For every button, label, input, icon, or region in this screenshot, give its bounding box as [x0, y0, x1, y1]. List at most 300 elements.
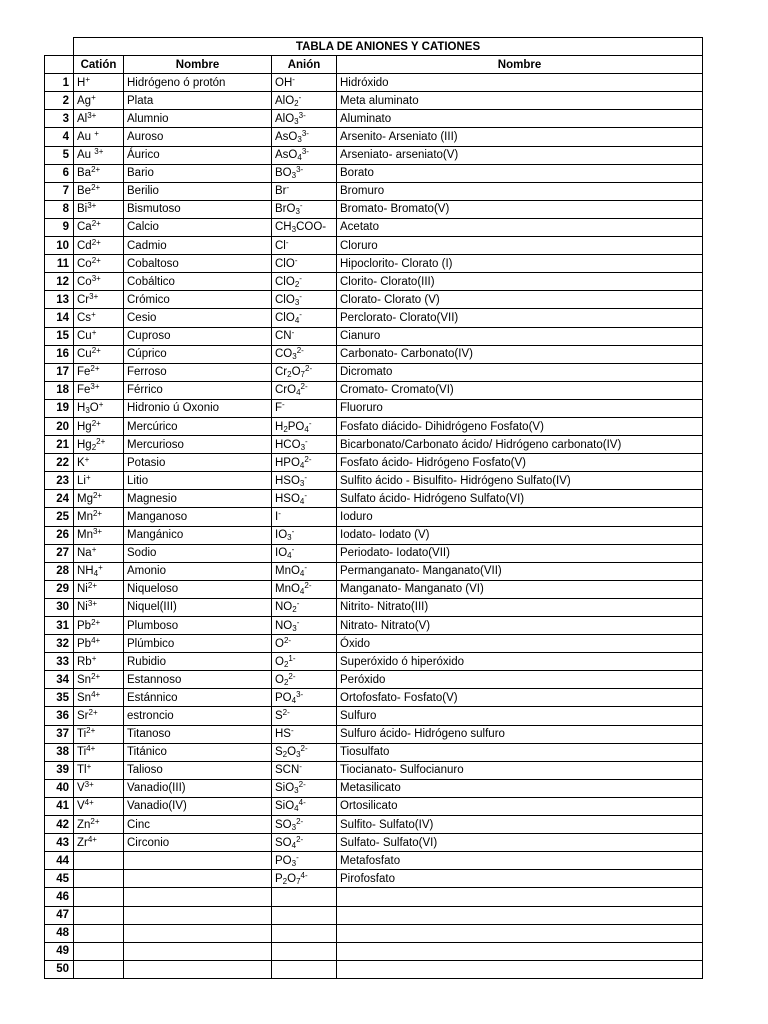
anion-name: Borato [337, 164, 703, 182]
row-number: 11 [45, 255, 74, 273]
cation-name: Vanadio(IV) [124, 797, 272, 815]
anion-formula: $O_2^{1-}$ [272, 653, 337, 671]
anion-formula: HS- [272, 725, 337, 743]
cation-name: Hidronio ú Oxonio [124, 399, 272, 417]
cation-name: Talioso [124, 761, 272, 779]
cation-formula: $Ba^{2+}$ [74, 164, 124, 182]
cation-name: Calcio [124, 218, 272, 236]
anion-formula [272, 906, 337, 924]
row-number: 23 [45, 472, 74, 490]
cation-formula: $Fe^{3+}$ [74, 381, 124, 399]
anion-formula: OH- [272, 74, 337, 92]
cation-formula: $Mg^{2+}$ [74, 490, 124, 508]
cation-formula: $Ca^{2+}$ [74, 218, 124, 236]
cation-name: Litio [124, 472, 272, 490]
anion-name: Fluoruro [337, 399, 703, 417]
table-row [45, 870, 703, 888]
table-row [45, 653, 703, 671]
table-row [45, 797, 703, 815]
row-number: 49 [45, 942, 74, 960]
cation-name: Ferroso [124, 363, 272, 381]
row-number: 13 [45, 291, 74, 309]
table-row [45, 852, 703, 870]
anion-formula: SCN- [272, 761, 337, 779]
cation-formula: $Zr^{4+}$ [74, 834, 124, 852]
cation-name: Cuproso [124, 327, 272, 345]
row-number: 47 [45, 906, 74, 924]
table-row [45, 182, 703, 200]
anion-name: Periodato- Iodato(VII) [337, 544, 703, 562]
cation-formula: $Mn^{2+}$ [74, 508, 124, 526]
anion-formula: $PO_3^-$ [272, 852, 337, 870]
anion-formula: SiO$_4^{4-}$ [272, 797, 337, 815]
cation-name: Niqueloso [124, 580, 272, 598]
table-row [45, 598, 703, 616]
anion-name: Metafosfato [337, 852, 703, 870]
row-number: 19 [45, 399, 74, 417]
anion-formula: $O_2^{2-}$ [272, 671, 337, 689]
cation-formula: $Zn^{2+}$ [74, 816, 124, 834]
corner-cell [45, 38, 74, 56]
table-row [45, 580, 703, 598]
row-number: 3 [45, 110, 74, 128]
table-row [45, 906, 703, 924]
cation-formula: $Mn^{3+}$ [74, 526, 124, 544]
table-row [45, 508, 703, 526]
anion-name: Peróxido [337, 671, 703, 689]
header-index [45, 56, 74, 74]
table-row [45, 761, 703, 779]
row-number: 4 [45, 128, 74, 146]
row-number: 39 [45, 761, 74, 779]
anion-name: Ortofosfato- Fosfato(V) [337, 689, 703, 707]
cation-formula: Rb+ [74, 653, 124, 671]
row-number: 24 [45, 490, 74, 508]
cation-formula [74, 942, 124, 960]
row-number: 22 [45, 454, 74, 472]
anion-name: Clorato- Clorato (V) [337, 291, 703, 309]
cation-formula: Na+ [74, 544, 124, 562]
anion-name: Óxido [337, 635, 703, 653]
row-number: 6 [45, 164, 74, 182]
anion-name: Cloruro [337, 237, 703, 255]
anion-formula: BrO$_3$- [272, 200, 337, 218]
anion-name: Arseniato- arseniato(V) [337, 146, 703, 164]
table-row [45, 74, 703, 92]
cation-formula [74, 870, 124, 888]
anion-formula: MnO$_4$- [272, 562, 337, 580]
table-row [45, 363, 703, 381]
row-number: 8 [45, 200, 74, 218]
anion-formula: MnO$_4^{2-}$ [272, 580, 337, 598]
anion-name: Cromato- Cromato(VI) [337, 381, 703, 399]
anion-name: Aluminato [337, 110, 703, 128]
row-number: 42 [45, 816, 74, 834]
anion-formula: $P_2O_7^{4-}$ [272, 870, 337, 888]
cation-name: Rubidio [124, 653, 272, 671]
anion-formula: $S^{2-}$ [272, 707, 337, 725]
table-row [45, 472, 703, 490]
row-number: 28 [45, 562, 74, 580]
anion-name: Cianuro [337, 327, 703, 345]
cation-name [124, 942, 272, 960]
cation-formula: H+ [74, 74, 124, 92]
row-number: 1 [45, 74, 74, 92]
table-row [45, 417, 703, 435]
table-row [45, 454, 703, 472]
cation-formula: Cs+ [74, 309, 124, 327]
header-anion: Anión [272, 56, 337, 74]
anion-name: Ortosilicato [337, 797, 703, 815]
table-row [45, 436, 703, 454]
anion-formula [272, 924, 337, 942]
anion-formula [272, 942, 337, 960]
cation-name: Bario [124, 164, 272, 182]
header-cation: Catión [74, 56, 124, 74]
row-number: 7 [45, 182, 74, 200]
table-body [45, 74, 703, 979]
row-number: 41 [45, 797, 74, 815]
table-row [45, 309, 703, 327]
cation-name: Crómico [124, 291, 272, 309]
anion-name: Fosfato diácido- Dihidrógeno Fosfato(V) [337, 417, 703, 435]
anion-name: Ioduro [337, 508, 703, 526]
table-row [45, 92, 703, 110]
anion-formula: $SO_3^{2-}$ [272, 816, 337, 834]
anion-name: Hipoclorito- Clorato (I) [337, 255, 703, 273]
anion-formula: Br- [272, 182, 337, 200]
anion-formula: AsO$_4^{3-}$ [272, 146, 337, 164]
anion-name: Manganato- Manganato (VI) [337, 580, 703, 598]
anion-formula [272, 888, 337, 906]
anion-formula: CrO$_4^{2-}$ [272, 381, 337, 399]
cation-name: Plúmbico [124, 635, 272, 653]
cation-name: Magnesio [124, 490, 272, 508]
row-number: 36 [45, 707, 74, 725]
table-row [45, 544, 703, 562]
cation-formula: $Cr^{3+}$ [74, 291, 124, 309]
anion-name: Tiosulfato [337, 743, 703, 761]
anion-formula: $HSO_3^-$ [272, 472, 337, 490]
anion-formula: SiO$_3^{2-}$ [272, 779, 337, 797]
cation-name [124, 852, 272, 870]
anion-formula: $IO_4^-$ [272, 544, 337, 562]
table-row [45, 237, 703, 255]
anion-name: Pirofosfato [337, 870, 703, 888]
anion-name [337, 906, 703, 924]
cation-formula: $Co^{2+}$ [74, 255, 124, 273]
row-number: 45 [45, 870, 74, 888]
table-row [45, 218, 703, 236]
cation-formula: $Ni^{3+}$ [74, 598, 124, 616]
cation-formula [74, 888, 124, 906]
row-number: 14 [45, 309, 74, 327]
anion-formula: $NO_2^-$ [272, 598, 337, 616]
cation-name: Mercúrico [124, 417, 272, 435]
anion-name: Nitrato- Nitrato(V) [337, 617, 703, 635]
cation-name: Sodio [124, 544, 272, 562]
anion-formula: F- [272, 399, 337, 417]
anion-formula: AlO$_2$- [272, 92, 337, 110]
row-number: 46 [45, 888, 74, 906]
row-number: 34 [45, 671, 74, 689]
anion-formula: $HSO_4^-$ [272, 490, 337, 508]
table-row [45, 110, 703, 128]
cation-name: Berilio [124, 182, 272, 200]
anion-formula: $O^{2-}$ [272, 635, 337, 653]
cation-formula [74, 906, 124, 924]
anion-formula: ClO$_3$- [272, 291, 337, 309]
cation-formula: $Ni^{2+}$ [74, 580, 124, 598]
cation-formula: $Al^{3+}$ [74, 110, 124, 128]
cation-formula: $H_3O^+$ [74, 399, 124, 417]
table-row [45, 128, 703, 146]
cation-formula [74, 852, 124, 870]
cation-formula: Au $^{3+}$ [74, 146, 124, 164]
table-row [45, 617, 703, 635]
table-row [45, 725, 703, 743]
anion-formula: AsO$_3^{3-}$ [272, 128, 337, 146]
anion-name [337, 924, 703, 942]
row-number: 40 [45, 779, 74, 797]
anion-name: Bromato- Bromato(V) [337, 200, 703, 218]
cation-name [124, 906, 272, 924]
cation-formula: $V^{3+}$ [74, 779, 124, 797]
anion-name: Sulfito- Sulfato(IV) [337, 816, 703, 834]
cation-name: Auroso [124, 128, 272, 146]
cation-formula: $Hg_2^{2+}$ [74, 436, 124, 454]
table-row [45, 888, 703, 906]
row-number: 35 [45, 689, 74, 707]
row-number: 20 [45, 417, 74, 435]
anion-name: Iodato- Iodato (V) [337, 526, 703, 544]
table-row [45, 345, 703, 363]
anion-name: Sulfuro ácido- Hidrógeno sulfuro [337, 725, 703, 743]
ions-table [44, 37, 703, 979]
table-row [45, 671, 703, 689]
cation-formula: Ag+ [74, 92, 124, 110]
cation-formula: $Ti^{4+}$ [74, 743, 124, 761]
cation-formula: $Pb^{4+}$ [74, 635, 124, 653]
cation-name: Alumnio [124, 110, 272, 128]
anion-formula: $HPO_4^{2-}$ [272, 454, 337, 472]
row-number: 31 [45, 617, 74, 635]
cation-name: Vanadio(III) [124, 779, 272, 797]
table-row [45, 490, 703, 508]
cation-formula: Cu+ [74, 327, 124, 345]
cation-name: Férrico [124, 381, 272, 399]
anion-formula: I- [272, 508, 337, 526]
table-row [45, 816, 703, 834]
anion-formula: $H_2PO_4^-$ [272, 417, 337, 435]
row-number: 18 [45, 381, 74, 399]
anion-formula: $S_2O_3^{2-}$ [272, 743, 337, 761]
row-number: 21 [45, 436, 74, 454]
cation-formula: $V^{4+}$ [74, 797, 124, 815]
cation-formula: Li+ [74, 472, 124, 490]
cation-formula: $Co^{3+}$ [74, 273, 124, 291]
cation-name: Cinc [124, 816, 272, 834]
anion-name: Nitrito- Nitrato(III) [337, 598, 703, 616]
row-number: 33 [45, 653, 74, 671]
anion-name: Sulfuro [337, 707, 703, 725]
header-cation-name: Nombre [124, 56, 272, 74]
row-number: 5 [45, 146, 74, 164]
table-row [45, 273, 703, 291]
cation-formula: Tl+ [74, 761, 124, 779]
anion-name: Perclorato- Clorato(VII) [337, 309, 703, 327]
cation-name: Plumboso [124, 617, 272, 635]
table-row [45, 960, 703, 978]
cation-name: Hidrógeno ó protón [124, 74, 272, 92]
anion-name: Bicarbonato/Carbonato ácido/ Hidrógeno carbonato(IV) [337, 436, 703, 454]
anion-name [337, 942, 703, 960]
anion-name: Sulfito ácido - Bisulfito- Hidrógeno Sulfato(IV) [337, 472, 703, 490]
anion-name [337, 888, 703, 906]
row-number: 27 [45, 544, 74, 562]
anion-name: Arsenito- Arseniato (III) [337, 128, 703, 146]
anion-name: Permanganato- Manganato(VII) [337, 562, 703, 580]
cation-name: Cadmio [124, 237, 272, 255]
row-number: 38 [45, 743, 74, 761]
row-number: 12 [45, 273, 74, 291]
anion-formula: CN- [272, 327, 337, 345]
anion-name: Carbonato- Carbonato(IV) [337, 345, 703, 363]
cation-formula: $Cd^{2+}$ [74, 237, 124, 255]
cation-formula: $Sr^{2+}$ [74, 707, 124, 725]
row-number: 43 [45, 834, 74, 852]
table-row [45, 689, 703, 707]
row-number: 30 [45, 598, 74, 616]
table-row [45, 146, 703, 164]
cation-formula: $NH_4^+$ [74, 562, 124, 580]
cation-name: Cúprico [124, 345, 272, 363]
row-number: 44 [45, 852, 74, 870]
anion-name: Dicromato [337, 363, 703, 381]
cation-name: Cobaltoso [124, 255, 272, 273]
row-number: 29 [45, 580, 74, 598]
row-number: 9 [45, 218, 74, 236]
anion-formula: AlO$_3^{3-}$ [272, 110, 337, 128]
row-number: 37 [45, 725, 74, 743]
table-row [45, 164, 703, 182]
anion-name: Metasilicato [337, 779, 703, 797]
table-row [45, 399, 703, 417]
anion-formula: $SO_4^{2-}$ [272, 834, 337, 852]
cation-formula: $Bi^{3+}$ [74, 200, 124, 218]
row-number: 32 [45, 635, 74, 653]
table-row [45, 255, 703, 273]
cation-formula [74, 960, 124, 978]
anion-name: Superóxido ó hiperóxido [337, 653, 703, 671]
cation-name: Mercurioso [124, 436, 272, 454]
table-row [45, 707, 703, 725]
anion-formula: $NO_3^-$ [272, 617, 337, 635]
cation-name: Circonio [124, 834, 272, 852]
cation-name: Titanoso [124, 725, 272, 743]
cation-name: Estánnico [124, 689, 272, 707]
cation-formula: $Fe^{2+}$ [74, 363, 124, 381]
cation-formula: $Sn^{4+}$ [74, 689, 124, 707]
cation-formula [74, 924, 124, 942]
cation-name: Amonio [124, 562, 272, 580]
cation-formula: Au + [74, 128, 124, 146]
cation-name: Potasio [124, 454, 272, 472]
anion-formula: $IO_3^-$ [272, 526, 337, 544]
anion-formula: ClO$_4$- [272, 309, 337, 327]
row-number: 16 [45, 345, 74, 363]
cation-formula: $Pb^{2+}$ [74, 617, 124, 635]
cation-name: Titánico [124, 743, 272, 761]
cation-name: Mangánico [124, 526, 272, 544]
table-row [45, 562, 703, 580]
cation-formula: $Sn^{2+}$ [74, 671, 124, 689]
anion-name: Fosfato ácido- Hidrógeno Fosfato(V) [337, 454, 703, 472]
cation-name [124, 960, 272, 978]
row-number: 15 [45, 327, 74, 345]
cation-name: Manganoso [124, 508, 272, 526]
row-number: 50 [45, 960, 74, 978]
cation-formula: $Hg^{2+}$ [74, 417, 124, 435]
table-row [45, 291, 703, 309]
anion-formula: $PO_4^{3-}$ [272, 689, 337, 707]
anion-name: Clorito- Clorato(III) [337, 273, 703, 291]
anion-formula: $HCO_3^-$ [272, 436, 337, 454]
anion-name: Meta aluminato [337, 92, 703, 110]
cation-formula: $Be^{2+}$ [74, 182, 124, 200]
anion-formula: $BO_3^{3-}$ [272, 164, 337, 182]
table-row [45, 743, 703, 761]
table-row [45, 942, 703, 960]
cation-name: Cesio [124, 309, 272, 327]
anion-formula: $CH_3COO-$ [272, 218, 337, 236]
cation-name [124, 888, 272, 906]
row-number: 2 [45, 92, 74, 110]
anion-formula: ClO- [272, 255, 337, 273]
row-number: 17 [45, 363, 74, 381]
table-title: TABLA DE ANIONES Y CATIONES [74, 38, 703, 56]
row-number: 48 [45, 924, 74, 942]
anion-name: Tiocianato- Sulfocianuro [337, 761, 703, 779]
table-row [45, 327, 703, 345]
anion-formula: $Cr_2O_7^{2-}$ [272, 363, 337, 381]
header-anion-name: Nombre [337, 56, 703, 74]
table-row [45, 635, 703, 653]
row-number: 10 [45, 237, 74, 255]
table-row [45, 779, 703, 797]
cation-name [124, 924, 272, 942]
anion-name: Acetato [337, 218, 703, 236]
cation-name: Áurico [124, 146, 272, 164]
cation-formula: $Cu^{2+}$ [74, 345, 124, 363]
cation-name: estroncio [124, 707, 272, 725]
cation-name: Cobáltico [124, 273, 272, 291]
anion-name: Bromuro [337, 182, 703, 200]
table-row [45, 834, 703, 852]
anion-name: Hidróxido [337, 74, 703, 92]
cation-name: Estannoso [124, 671, 272, 689]
table-row [45, 526, 703, 544]
anion-formula [272, 960, 337, 978]
anion-formula: Cl- [272, 237, 337, 255]
header-row [45, 56, 703, 74]
cation-formula: $Ti^{2+}$ [74, 725, 124, 743]
cation-name: Plata [124, 92, 272, 110]
row-number: 25 [45, 508, 74, 526]
anion-formula: $CO_3^{2-}$ [272, 345, 337, 363]
anion-formula: ClO$_2$- [272, 273, 337, 291]
cation-formula: K+ [74, 454, 124, 472]
